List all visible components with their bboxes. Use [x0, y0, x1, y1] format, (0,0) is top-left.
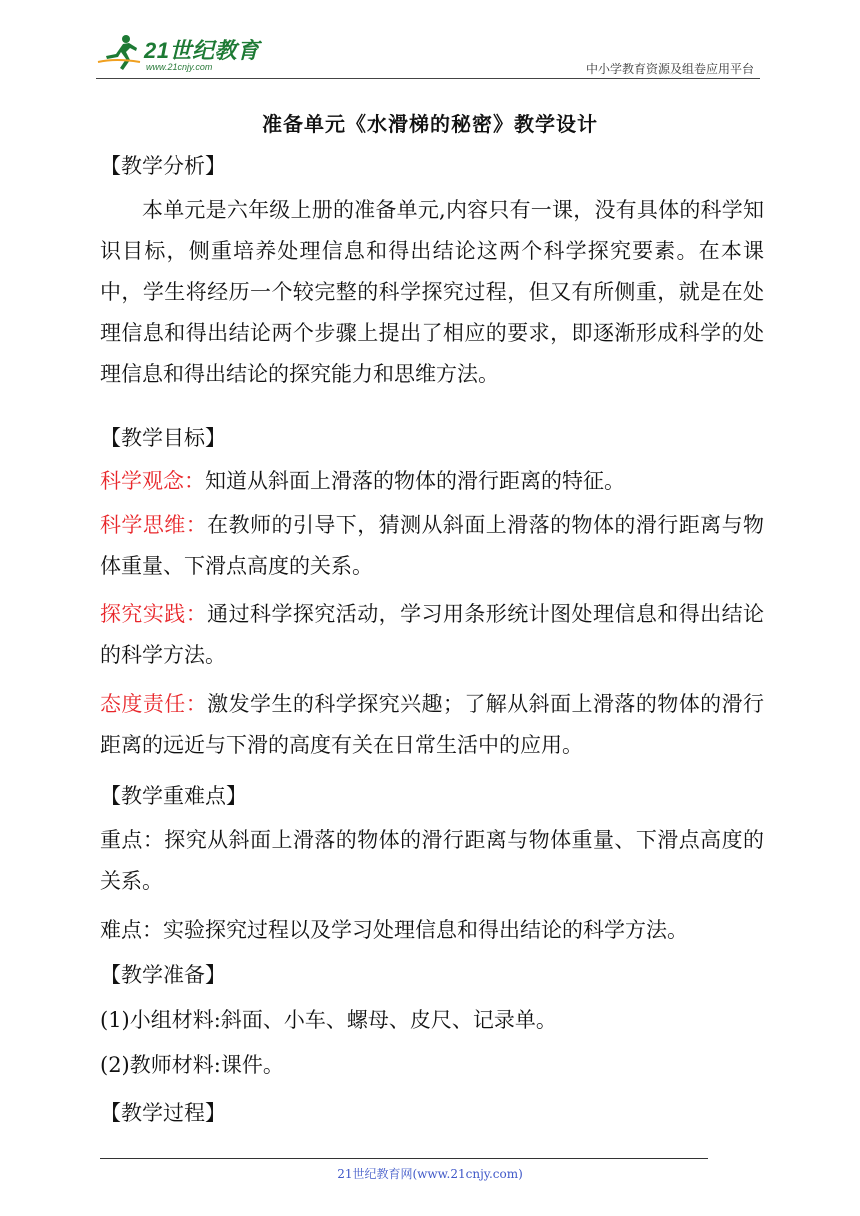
footer-text: 21世纪教育网(www.21cnjy.com): [337, 1167, 523, 1181]
header-platform-text: 中小学教育资源及组卷应用平台: [585, 62, 754, 76]
header-divider: [96, 78, 760, 79]
goal-item: [100, 594, 764, 676]
analysis-paragraph: 本单元是六年级上册的准备单元,内容只有一课，没有具体的科学知识目标，侧重培养处理信息和得出结论这两个科学探究要素。在本课中，学生将经历一个较完整的科学探究过程，但又有所侧重，就是在处理信息和得出结论两个步骤上提出了相应的要求，即逐渐形成科学的处理信息和得出结论的探究能力和思维方法。: [100, 198, 764, 386]
difficult-point-text: 难点：实验探究过程以及学习处理信息和得出结论的科学方法。: [100, 918, 688, 942]
goal-text: 知道从斜面上滑落的物体的滑行距离的特征。: [205, 469, 625, 493]
goal-text: 在教师的引导下，猜测从斜面上滑落的物体的滑行距离与物体重量、下滑点高度的关系。: [100, 513, 765, 578]
goal-item: [100, 461, 764, 502]
logo-url: www.21cnjy.com: [146, 62, 213, 72]
logo: [96, 28, 266, 78]
goal-label: 态度责任：: [100, 692, 208, 716]
prep-item: (1)小组材料:斜面、小车、螺母、皮尺、记录单。: [100, 1008, 557, 1032]
runner-logo-icon: [96, 32, 146, 72]
goal-label: 科学思维：: [100, 513, 208, 537]
goal-label: 科学观念：: [100, 469, 205, 493]
key-point-text: 重点：探究从斜面上滑落的物体的滑行距离与物体重量、下滑点高度的关系。: [100, 828, 764, 893]
goal-text: 激发学生的科学探究兴趣；了解从斜面上滑落的物体的滑行距离的远近与下滑的高度有关在日常生活中的应用。: [100, 692, 765, 757]
section-heading-analysis: 【教学分析】: [100, 154, 226, 178]
goal-text: 通过科学探究活动，学习用条形统计图处理信息和得出结论的科学方法。: [100, 602, 765, 667]
section-heading-process: 【教学过程】: [100, 1101, 226, 1125]
prep-item: (2)教师材料:课件。: [100, 1053, 284, 1077]
section-heading-goals: 【教学目标】: [100, 426, 226, 450]
goal-item: [100, 505, 764, 587]
footer-divider: [100, 1158, 708, 1159]
section-heading-key-points: 【教学重难点】: [100, 784, 247, 808]
page-header: [96, 28, 760, 80]
document-title: 准备单元《水滑梯的秘密》教学设计: [262, 112, 598, 136]
logo-text: 21世纪教育: [144, 38, 260, 63]
goal-label: 探究实践：: [100, 602, 208, 626]
goal-item: [100, 684, 764, 766]
section-heading-prep: 【教学准备】: [100, 963, 226, 987]
